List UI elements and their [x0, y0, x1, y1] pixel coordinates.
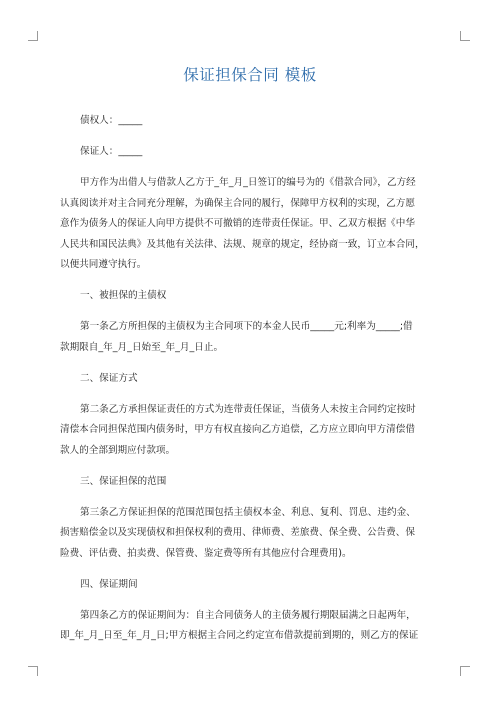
crop-mark-bottom-right	[460, 666, 470, 676]
paragraph-line: 以便共同遵守执行。	[60, 259, 147, 270]
paragraph-line: 款期限自_年_月_日始至_年_月_日止。	[60, 341, 224, 353]
paragraph-line: 即_年_月_日至_年_月_日;甲方根据主合同之约定宣布借款提前到期的，则乙方的保证	[60, 630, 419, 641]
paragraph-line: 险费、评估费、拍卖费、保管费、鉴定费等所有其他应付合理费用)。	[60, 547, 352, 559]
paragraph-line: 清偿本合同担保范围内债务时，甲方有权直接向乙方追偿，乙方应立即向甲方清偿借	[60, 424, 415, 435]
paragraph-line: 意作为债务人的保证人向甲方提供不可撤销的连带责任保证。甲、乙双方根据《中华	[60, 218, 415, 229]
creditor-line: 债权人：_____	[80, 115, 143, 126]
section-paragraph	[60, 606, 440, 647]
paragraph-line: 款人的全部到期应付款项。	[60, 444, 176, 456]
guarantor-line: 保证人：_____	[80, 146, 143, 157]
paragraph-line: 甲方作为出借人与借款人乙方于_年_月_日签订的编号为的《借款合同》，乙方经	[80, 177, 416, 188]
section-paragraph	[60, 400, 440, 462]
document-body	[60, 111, 440, 647]
paragraph-line: 第二条乙方承担保证责任的方式为连带责任保证，当债务人未按主合同约定按时	[80, 403, 416, 415]
paragraph-line: 认真阅读并对主合同充分理解，为确保主合同的履行，保障甲方权利的实现，乙方愿	[60, 197, 415, 209]
section-heading: 一、被担保的主债权	[80, 290, 167, 301]
paragraph-line: 第四条乙方的保证期间为：自主合同债务人的主债务履行期限届满之日起两年，	[80, 609, 416, 621]
paragraph-line: 损害赔偿金以及实现债权和担保权利的费用、律师费、差旅费、保全费、公告费、保	[60, 527, 415, 538]
paragraph-line: 人民共和国民法典》及其他有关法律、法规、规章的规定，经协商一致，订立本合同，	[60, 238, 425, 250]
preamble-paragraph	[60, 173, 440, 276]
section-heading: 四、保证期间	[80, 578, 138, 590]
section-heading: 二、保证方式	[80, 372, 138, 384]
section-paragraph	[60, 503, 440, 565]
document-title: 保证担保合同 模板	[183, 66, 317, 84]
crop-mark-top-right	[460, 31, 470, 41]
paragraph-line: 第三条乙方保证担保的范围范围包括主债权本金、利息、复利、罚息、违约金、	[80, 506, 416, 518]
section-heading: 三、保证担保的范围	[80, 475, 167, 487]
section-paragraph	[60, 317, 440, 358]
crop-mark-bottom-left	[28, 666, 38, 676]
crop-mark-top-left	[28, 31, 38, 41]
paragraph-line: 第一条乙方所担保的主债权为主合同项下的本金人民币_____元;利率为_____;借	[80, 321, 413, 332]
